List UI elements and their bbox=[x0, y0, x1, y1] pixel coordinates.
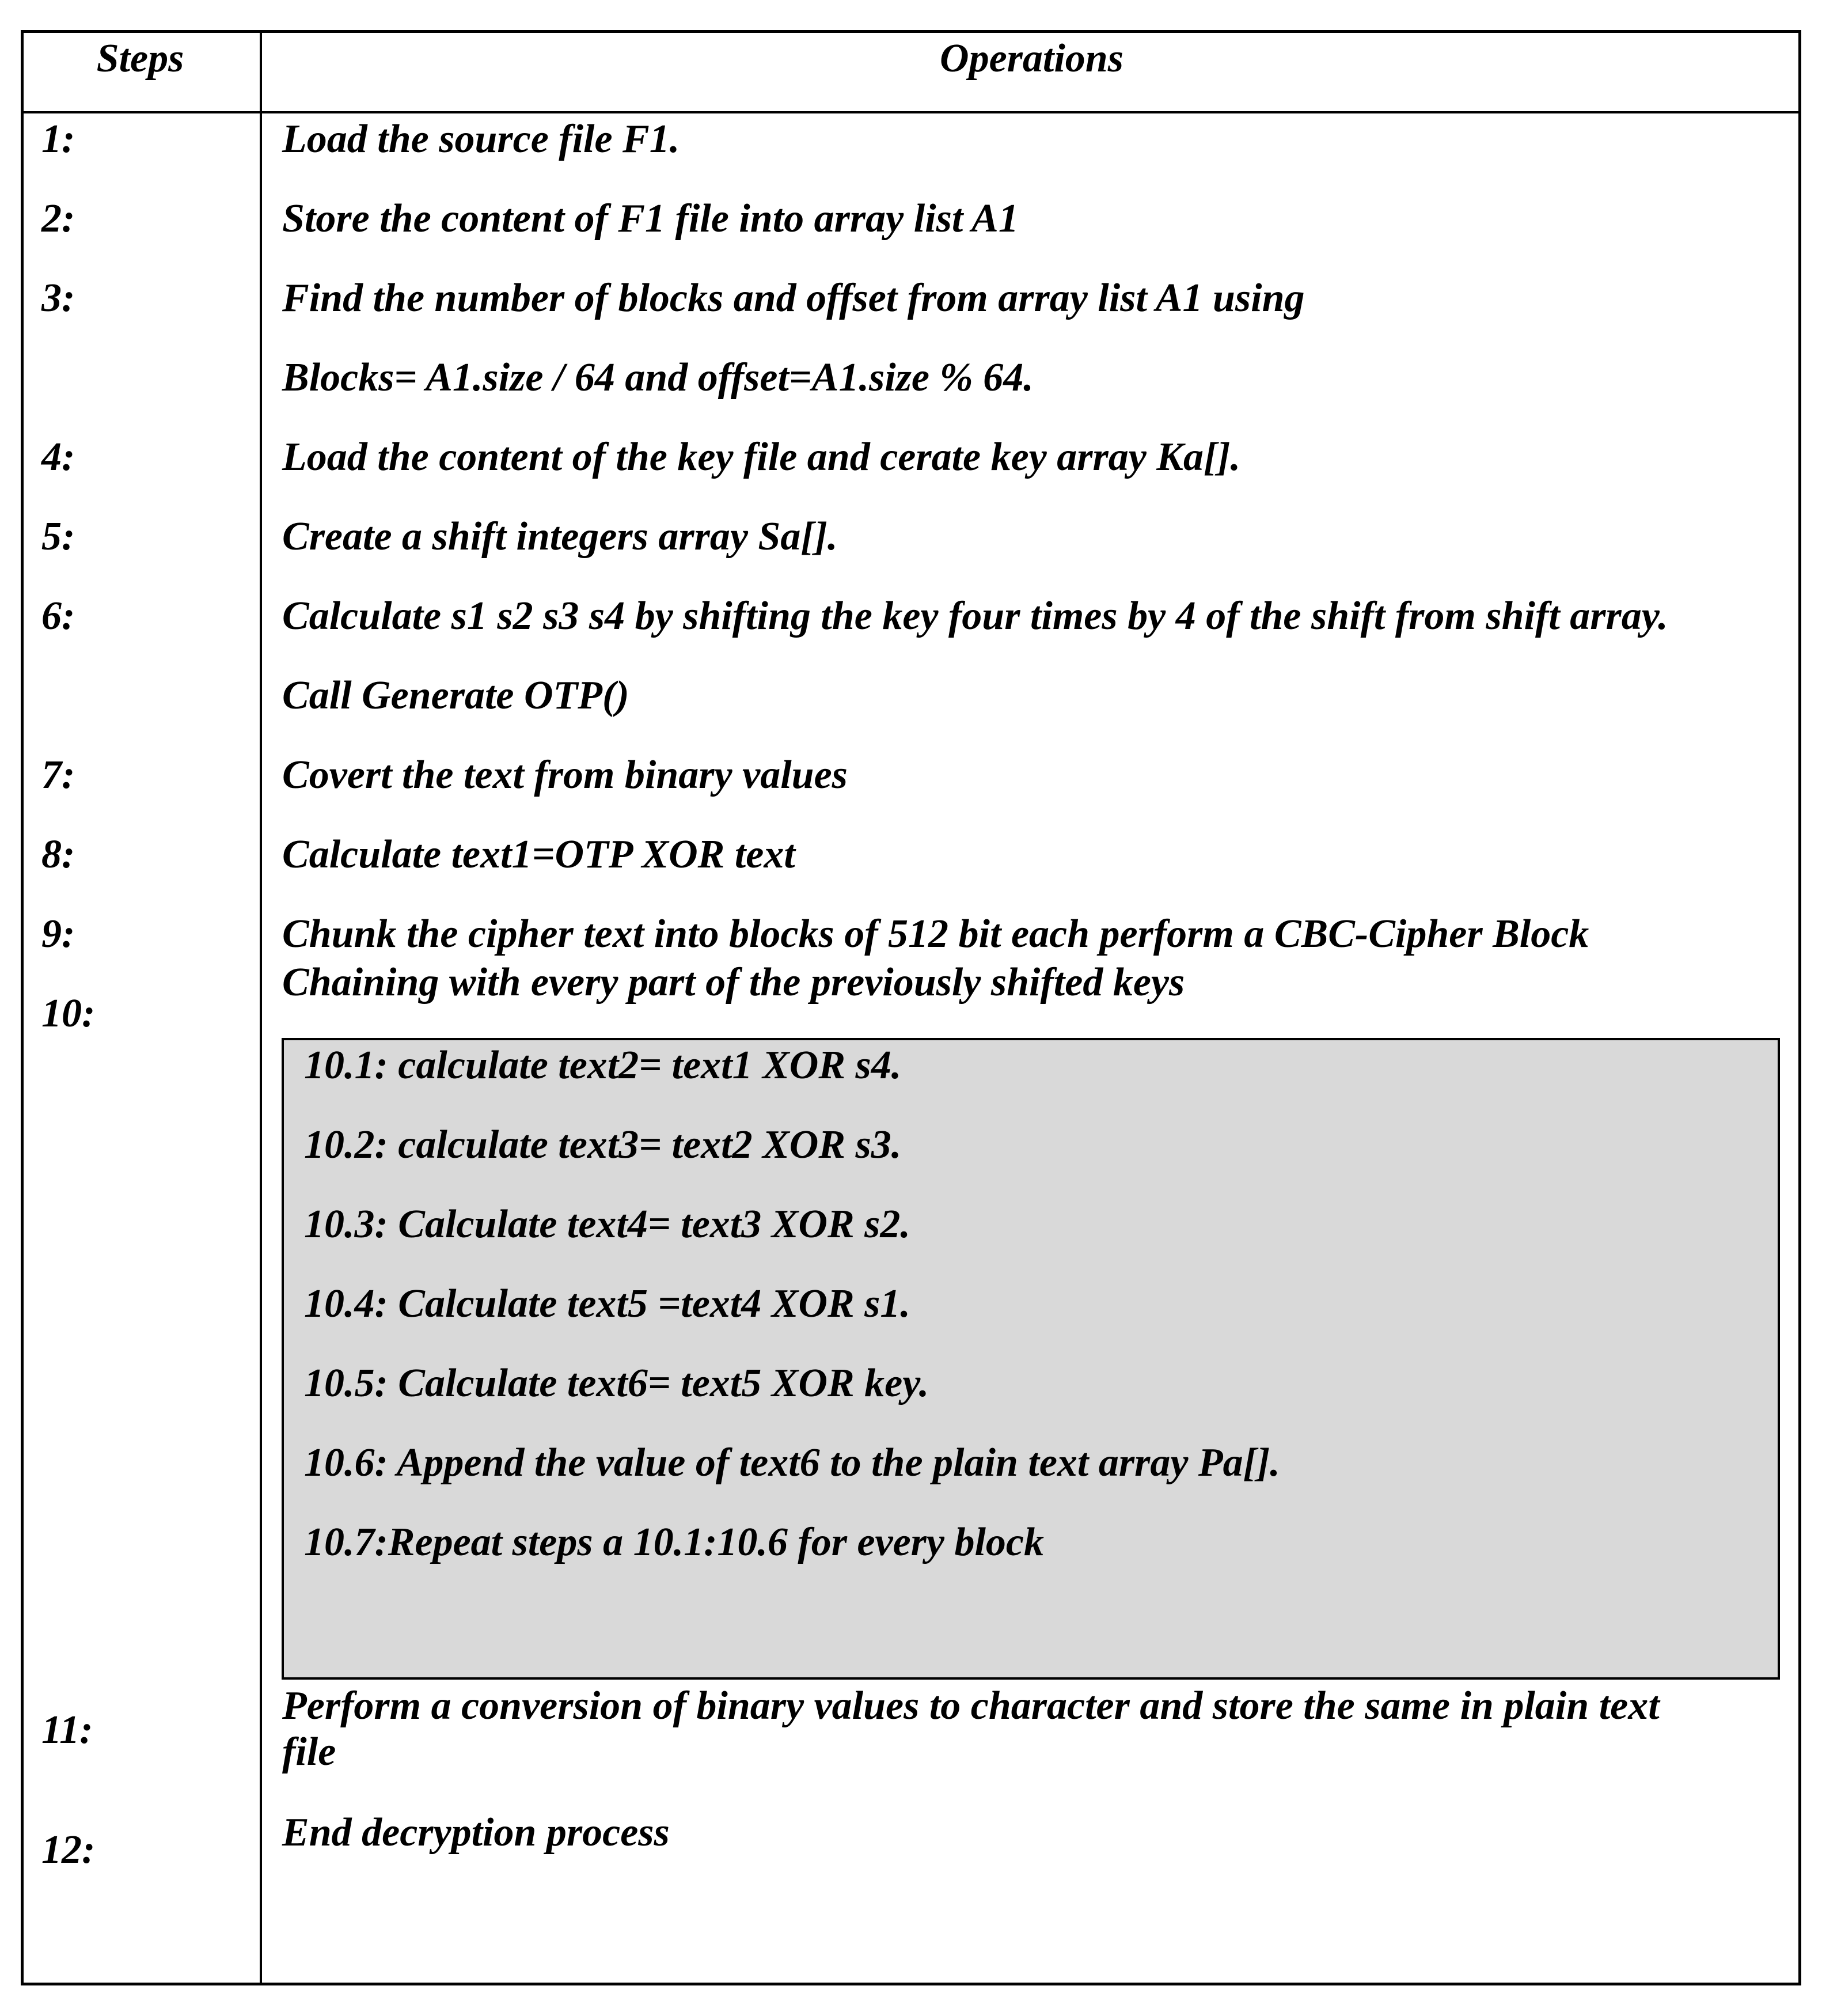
header-operations: Operations bbox=[940, 36, 1123, 81]
operation-3-formula: Blocks= A1.size / 64 and offset=A1.size % 64. bbox=[282, 355, 1034, 400]
step-number-10: 10: bbox=[41, 991, 96, 1036]
substep-10-6: 10.6: Append the value of text6 to the plain text array Pa[]. bbox=[304, 1441, 1280, 1485]
step-number-9: 9: bbox=[41, 912, 75, 956]
operation-6-call: Call Generate OTP() bbox=[282, 673, 629, 718]
step-number-2: 2: bbox=[41, 196, 75, 241]
step-number-12: 12: bbox=[41, 1828, 96, 1872]
step-number-5: 5: bbox=[41, 514, 75, 559]
operation-5: Create a shift integers array Sa[]. bbox=[282, 514, 838, 559]
substep-10-1: 10.1: calculate text2= text1 XOR s4. bbox=[304, 1043, 902, 1087]
step-number-4: 4: bbox=[41, 435, 75, 479]
step-number-8: 8: bbox=[41, 832, 75, 877]
header-steps: Steps bbox=[96, 36, 184, 81]
substep-10-5: 10.5: Calculate text6= text5 XOR key. bbox=[304, 1361, 929, 1405]
step-number-7: 7: bbox=[41, 753, 75, 797]
substep-10-2: 10.2: calculate text3= text2 XOR s3. bbox=[304, 1123, 902, 1167]
column-divider bbox=[260, 30, 262, 1985]
substep-10-3: 10.3: Calculate text4= text3 XOR s2. bbox=[304, 1202, 910, 1246]
operation-8: Calculate text1=OTP XOR text bbox=[282, 832, 795, 877]
operation-7: Covert the text from binary values bbox=[282, 753, 848, 797]
step-number-1: 1: bbox=[41, 117, 75, 161]
operation-3: Find the number of blocks and offset from array list A1 using bbox=[282, 276, 1305, 320]
step-number-6: 6: bbox=[41, 594, 75, 638]
operation-9-continued: Chaining with every part of the previously shifted keys bbox=[282, 960, 1185, 1005]
operation-2: Store the content of F1 file into array list A1 bbox=[282, 196, 1019, 241]
substep-10-4: 10.4: Calculate text5 =text4 XOR s1. bbox=[304, 1282, 910, 1326]
operation-4: Load the content of the key file and cerate key array Ka[]. bbox=[282, 435, 1241, 479]
operation-12: End decryption process bbox=[282, 1810, 670, 1855]
operation-1: Load the source file F1. bbox=[282, 117, 680, 161]
operation-11-continued: file bbox=[282, 1730, 336, 1774]
step-number-3: 3: bbox=[41, 276, 75, 320]
header-divider bbox=[21, 111, 1801, 113]
substep-10-7: 10.7:Repeat steps a 10.1:10.6 for every block bbox=[304, 1520, 1044, 1564]
operation-11: Perform a conversion of binary values to character and store the same in plain text bbox=[282, 1684, 1660, 1728]
operation-9: Chunk the cipher text into blocks of 512 bit each perform a CBC-Cipher Block bbox=[282, 912, 1589, 956]
operation-6: Calculate s1 s2 s3 s4 by shifting the key four times by 4 of the shift from shift array. bbox=[282, 594, 1668, 638]
step-number-11: 11: bbox=[41, 1708, 93, 1752]
